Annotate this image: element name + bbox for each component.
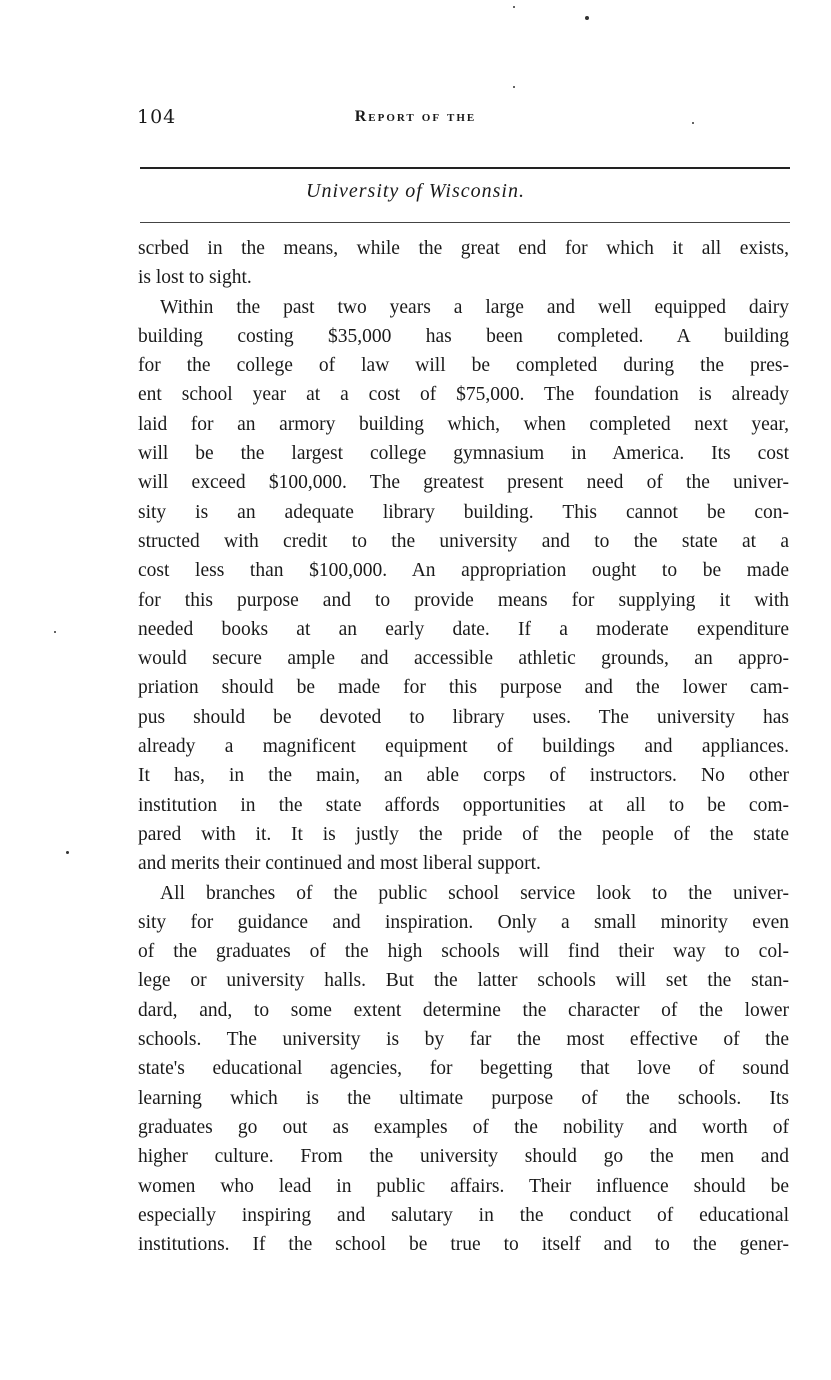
text-line: learning which is the ultimate purpose of the schools. Its	[138, 1087, 789, 1109]
text-line: higher culture. From the university should go the men and	[138, 1146, 789, 1168]
text-line: pared with it. It is justly the pride of the people of the state	[138, 823, 789, 845]
header-rule-thick	[140, 167, 790, 169]
paper-speck	[692, 122, 694, 124]
text-line: building costing $35,000 has been completed. A building	[138, 325, 789, 347]
text-line: structed with credit to the university and to the state at a	[138, 530, 789, 552]
paper-speck	[54, 631, 56, 633]
text-line: women who lead in public affairs. Their influence should be	[138, 1175, 789, 1197]
text-line: will be the largest college gymnasium in America. Its cost	[138, 443, 789, 465]
text-line: already a magnificent equipment of buildings and appliances.	[138, 736, 789, 758]
header-rule-thin	[140, 222, 790, 223]
paper-speck	[66, 851, 69, 854]
text-line: needed books at an early date. If a moderate expenditure	[138, 618, 789, 640]
text-line: sity for guidance and inspiration. Only a small minority even	[138, 911, 789, 933]
text-line: and merits their continued and most liberal support.	[138, 853, 541, 875]
text-line: is lost to sight.	[138, 267, 252, 289]
text-line: schools. The university is by far the most effective of the	[138, 1029, 789, 1051]
text-line: All branches of the public school service look to the univer-	[160, 882, 789, 904]
text-line: institutions. If the school be true to itself and to the gener-	[138, 1234, 789, 1256]
text-line: sity is an adequate library building. This cannot be con-	[138, 501, 789, 523]
text-line: for the college of law will be completed during the pres-	[138, 355, 789, 377]
text-line: dard, and, to some extent determine the character of the lower	[138, 999, 789, 1021]
text-line: state's educational agencies, for begetting that love of sound	[138, 1058, 789, 1080]
text-line: for this purpose and to provide means for supplying it with	[138, 589, 789, 611]
page-number: 104	[137, 106, 177, 128]
text-line: lege or university halls. But the latter schools will set the stan-	[138, 970, 789, 992]
paper-speck	[585, 16, 589, 20]
text-line: institution in the state affords opportunities at all to be com-	[138, 794, 789, 816]
text-line: laid for an armory building which, when completed next year,	[138, 413, 789, 435]
text-line: will exceed $100,000. The greatest present need of the univer-	[138, 472, 789, 494]
running-head: Report of the	[354, 108, 477, 125]
text-line: priation should be made for this purpose and the lower cam-	[138, 677, 789, 699]
text-line: would secure ample and accessible athletic grounds, an appro-	[138, 648, 789, 670]
section-title: University of Wisconsin.	[306, 180, 525, 202]
text-line: especially inspiring and salutary in the conduct of educational	[138, 1204, 789, 1226]
text-line: cost less than $100,000. An appropriation ought to be made	[138, 560, 789, 582]
text-line: Within the past two years a large and well equipped dairy	[160, 296, 789, 318]
text-line: ent school year at a cost of $75,000. The foundation is already	[138, 384, 789, 406]
paper-speck	[513, 6, 515, 8]
text-line: scrbed in the means, while the great end for which it all exists,	[138, 238, 789, 259]
text-line: pus should be devoted to library uses. The university has	[138, 706, 789, 728]
paper-speck	[513, 86, 515, 88]
text-line: of the graduates of the high schools will find their way to col-	[138, 941, 789, 963]
text-line: It has, in the main, an able corps of instructors. No other	[138, 765, 789, 787]
body-text	[138, 234, 789, 1259]
text-line: graduates go out as examples of the nobility and worth of	[138, 1116, 789, 1138]
